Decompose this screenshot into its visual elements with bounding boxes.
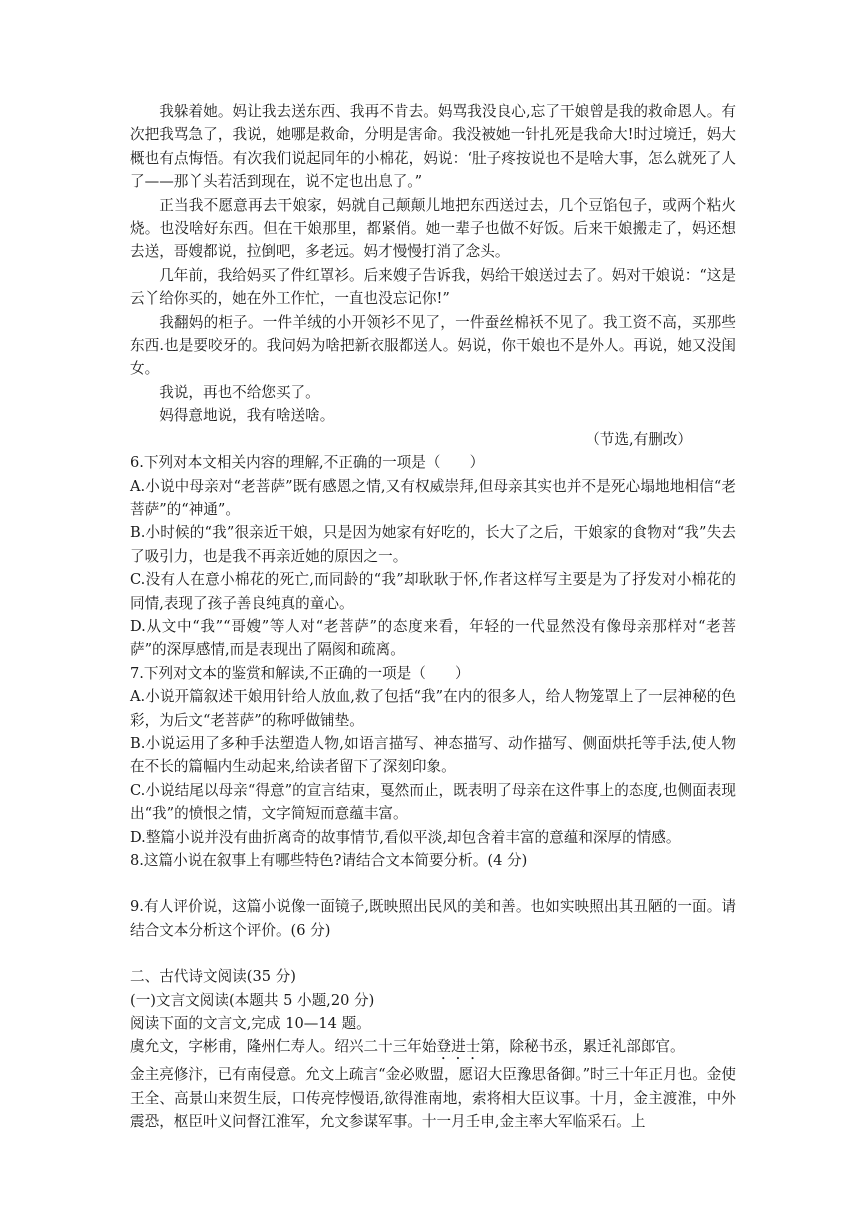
question-7-option-c: C.小说结尾以母亲“得意”的宣言结束，戛然而止，既表明了母亲在这件事上的态度,也侧面表现出“我”的愤恨之情，文字简短而意蕴丰富。 <box>130 781 736 823</box>
story-paragraph-5: 我说，再也不给您买了。 <box>159 383 320 401</box>
answer-space-9 <box>130 942 736 965</box>
story-paragraph-3: 几年前，我给妈买了件红罩衫。后来嫂子告诉我，妈给干娘送过去了。妈对干娘说：“这是云丫给你买的，她在外工作忙，一直也没忘记你!” <box>130 266 736 308</box>
document-page <box>130 100 736 1134</box>
section-2-subtitle: (一)文言文阅读(本题共 5 小题,20 分) <box>130 991 375 1009</box>
story-paragraph-6: 妈得意地说，我有啥送啥。 <box>159 407 335 425</box>
question-6 <box>130 451 736 662</box>
story-paragraph-4: 我翻妈的柜子。一件羊绒的小开领衫不见了，一件蚕丝棉袄不见了。我工资不高，买那些东西.也是要咬牙的。我问妈为啥把新衣服都送人。妈说，你干娘也不是外人。再说，她又没闺女。 <box>130 313 736 378</box>
classical-text-line-1-pre: 虞允文，字彬甫，隆州仁寿人。绍兴二十三年始 <box>130 1038 437 1056</box>
question-6-option-a: A.小说中母亲对“老菩萨”既有感恩之情,又有权威崇拜,但母亲其实也并不是死心塌地地相信“老菩萨”的“神通”。 <box>130 477 736 518</box>
story-paragraph-1: 我躲着她。妈让我去送东西、我再不肯去。妈骂我没良心,忘了干娘曾是我的救命恩人。有次把我骂急了，我说，她哪是救命，分明是害命。我没被她一针扎死是我命大!时过境迁，妈大概也有点悔悟。有次我们说起同年的小棉花，妈说：‘肚子疼按说也不是啥大事，怎么就死了人了——那丫头若活到现在，说不定也出息了。” <box>130 103 736 191</box>
question-7-option-b: B.小说运用了多种手法塑造人物,如语言描写、神态描写、动作描写、侧面烘托等手法,使人物在不长的篇幅内生动起来,给读者留下了深刻印象。 <box>130 734 736 776</box>
story-paragraph-2: 正当我不愿意再去干娘家，妈就自己颠颠儿地把东西送过去，几个豆馅包子，或两个粘火烧。也没啥好东西。但在干娘那里，都紧俏。她一辈子也做不好饭。后来干娘搬走了，妈还想去送，哥嫂都说，拉倒吧，多老远。妈才慢慢打消了念头。 <box>130 196 736 261</box>
question-7-option-d: D.整篇小说并没有曲折离奇的故事情节,看似平淡,却包含着丰富的意蕴和深厚的情感。 <box>130 828 681 846</box>
question-8: 8.这篇小说在叙事上有哪些特色?请结合文本简要分析。(4 分) <box>130 852 528 869</box>
question-7 <box>130 662 736 849</box>
classical-text-paragraph-2: 金主亮修汴，已有南侵意。允文上疏言“金必败盟，愿诏大臣豫思备御。”时三十年正月也。金使王全、高景山来贺生辰，口传亮悖慢语,欲得淮南地，索将相大臣议事。十月，金主渡淮，中外震恐，枢臣叶义问督江淮军，允文参谋军事。十一月壬申,金主率大军临采石。上 <box>130 1066 736 1131</box>
question-7-stem: 7.下列对文本的鉴赏和解读,不正确的一项是（ ） <box>130 664 470 682</box>
classical-text-paragraph-1 <box>130 1035 736 1063</box>
section-2-instruction: 阅读下面的文言文,完成 10—14 题。 <box>130 1015 371 1033</box>
section-2-title: 二、古代诗文阅读(35 分) <box>130 968 296 986</box>
emphasized-phrase: 登进士 <box>436 1038 481 1056</box>
question-6-option-d: D.从文中“我”“哥嫂”等人对“老菩萨”的态度来看，年轻的一代显然没有像母亲那样对“老菩萨”的深厚感情,而是表现出了隔阂和疏离。 <box>130 617 736 659</box>
question-9: 9.有人评价说，这篇小说像一面镜子,既映照出民风的美和善。也如实映照出其丑陋的一面。请结合文本分析这个评价。(6 分) <box>130 898 736 939</box>
source-note: （节选,有删改） <box>585 430 692 448</box>
question-6-option-b: B.小时候的“我”很亲近干娘，只是因为她家有好吃的，长大了之后，干娘家的食物对“我”失去了吸引力，也是我不再亲近她的原因之一。 <box>130 524 736 565</box>
classical-text-line-1-post: 第，除秘书丞，累迁礼部郎官。 <box>480 1038 685 1056</box>
question-6-option-c: C.没有人在意小棉花的死亡,而同龄的“我”却耿耿于怀,作者这样写主要是为了抒发对小棉花的同情,表现了孩子善良纯真的童心。 <box>130 571 736 612</box>
question-6-stem: 6.下列对本文相关内容的理解,不正确的一项是（ ） <box>130 454 485 472</box>
question-7-option-a: A.小说开篇叙述干娘用针给人放血,救了包括“我”在内的很多人，给人物笼罩上了一层神秘的色彩，为后文“老菩萨”的称呼做铺垫。 <box>130 688 736 729</box>
answer-space-8 <box>130 872 736 895</box>
